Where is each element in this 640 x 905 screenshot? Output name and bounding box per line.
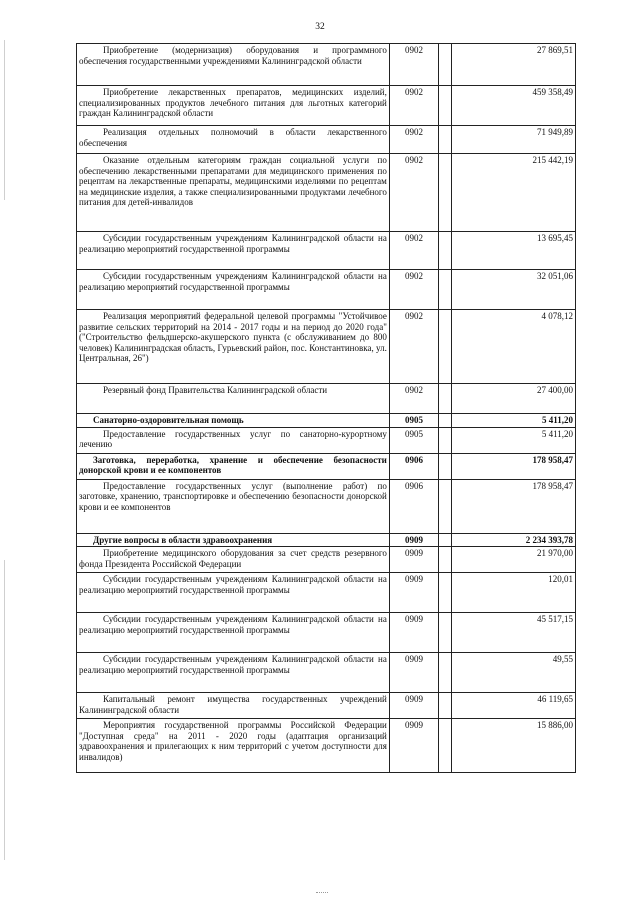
row-amount: 27 869,51: [452, 44, 576, 86]
table-row: [77, 547, 576, 573]
row-name: Субсидии государственным учреждениям Калининградской области на реализацию мероприятий государственной программы: [79, 233, 387, 254]
row-name: Приобретение лекарственных препаратов, медицинских изделий, специализированных продуктов лечебного питания для льготных категорий граждан Калининградской области: [79, 87, 387, 118]
row-name: Резервный фонд Правительства Калининградской области: [103, 385, 328, 395]
scan-edge-mark: [4, 40, 5, 200]
table-row: [77, 154, 576, 232]
table-row: [77, 427, 576, 453]
table-row: [77, 414, 576, 428]
row-code: 0909: [389, 653, 438, 693]
row-amount: 2 234 393,78: [452, 533, 576, 547]
row-amount: 120,01: [452, 573, 576, 613]
budget-table: [76, 43, 576, 773]
row-name: Реализация отдельных полномочий в области лекарственного обеспечения: [79, 127, 387, 148]
row-amount: 178 958,47: [452, 479, 576, 533]
row-code: 0909: [389, 573, 438, 613]
table-row: [77, 44, 576, 86]
scan-edge-mark: [4, 560, 5, 860]
table-row: [77, 310, 576, 384]
row-name: Капитальный ремонт имущества государственных учреждений Калининградской области: [79, 694, 387, 715]
row-amount: 459 358,49: [452, 86, 576, 126]
row-amount: 71 949,89: [452, 126, 576, 154]
table-row: [77, 693, 576, 719]
row-amount: 15 886,00: [452, 719, 576, 773]
table-row: [77, 453, 576, 479]
row-code: 0905: [389, 414, 438, 428]
row-amount: 178 958,47: [452, 453, 576, 479]
row-name: Субсидии государственным учреждениям Калининградской области на реализацию мероприятий государственной программы: [79, 614, 387, 635]
row-name: Приобретение (модернизация) оборудования и программного обеспечения государственными учреждениями Калининградской области: [79, 45, 387, 66]
scan-foot-mark: [316, 892, 328, 895]
row-name: Заготовка, переработка, хранение и обеспечение безопасности донорской крови и ее компонентов: [79, 454, 387, 475]
row-name: Субсидии государственным учреждениям Калининградской области на реализацию мероприятий государственной программы: [79, 654, 387, 675]
row-code: 0909: [389, 533, 438, 547]
row-amount: 27 400,00: [452, 384, 576, 414]
row-code: 0906: [389, 479, 438, 533]
row-name: Санаторно-оздоровительная помощь: [93, 415, 244, 425]
row-code: 0902: [389, 126, 438, 154]
row-amount: 5 411,20: [452, 427, 576, 453]
table-row: [77, 719, 576, 773]
row-code: 0902: [389, 86, 438, 126]
table-row: [77, 613, 576, 653]
table-row: [77, 479, 576, 533]
row-name: Субсидии государственным учреждениям Калининградской области на реализацию мероприятий государственной программы: [79, 271, 387, 292]
row-amount: 215 442,19: [452, 154, 576, 232]
row-code: 0909: [389, 719, 438, 773]
page-number: 32: [315, 22, 325, 32]
row-amount: 46 119,65: [452, 693, 576, 719]
table-row: [77, 232, 576, 270]
row-code: 0902: [389, 384, 438, 414]
row-code: 0902: [389, 154, 438, 232]
row-code: 0909: [389, 693, 438, 719]
row-amount: 32 051,06: [452, 270, 576, 310]
row-name: Субсидии государственным учреждениям Калининградской области на реализацию мероприятий государственной программы: [79, 574, 387, 595]
table-row: [77, 573, 576, 613]
row-name: Оказание отдельным категориям граждан социальной услуги по обеспечению лекарственными препаратами для медицинского применения по рецептам на лекарственные препараты, медицинскими изделиями по рецептам на медицинские изделия, а также специализированными продуктами лечебного питания для детей-инвалидов: [79, 155, 387, 207]
row-code: 0905: [389, 427, 438, 453]
row-name: Предоставление государственных услуг по санаторно-курортному лечению: [79, 428, 387, 449]
row-name: Реализация мероприятий федеральной целевой программы "Устойчивое развитие сельских территорий на 2014 - 2017 годы и на период до 2020 года" ("Строительство фельдшерско-акушерского пункта (с обслуживанием до 800 человек) Калининградская область, Гурьевский район, пос. Константиновка, ул. Центральная, 26"): [79, 311, 387, 363]
row-name: Другие вопросы в области здравоохранения: [93, 534, 273, 545]
row-code: 0909: [389, 547, 438, 573]
table-row: [77, 86, 576, 126]
row-code: 0906: [389, 453, 438, 479]
row-amount: 49,55: [452, 653, 576, 693]
row-name: Предоставление государственных услуг (выполнение работ) по заготовке, хранению, транспортировке и обеспечению безопасности донорской крови и ее компонентов: [79, 480, 387, 512]
table-row: [77, 653, 576, 693]
row-code: 0902: [389, 270, 438, 310]
table-row: [77, 270, 576, 310]
row-code: 0909: [389, 613, 438, 653]
table-row: [77, 533, 576, 547]
row-amount: 4 078,12: [452, 310, 576, 384]
row-code: 0902: [389, 232, 438, 270]
row-amount: 45 517,15: [452, 613, 576, 653]
row-code: 0902: [389, 310, 438, 384]
row-amount: 21 970,00: [452, 547, 576, 573]
row-name: Мероприятия государственной программы Российской Федерации "Доступная среда" на 2011 - 2020 годы (адаптация организаций здравоохранения и прилегающих к ним территорий с учетом доступности для инвалидов): [79, 720, 387, 762]
row-name: Приобретение медицинского оборудования за счет средств резервного фонда Президента Российской Федерации: [79, 548, 387, 569]
row-code: 0902: [389, 44, 438, 86]
table-row: [77, 384, 576, 414]
table-row: [77, 126, 576, 154]
row-amount: 13 695,45: [452, 232, 576, 270]
row-amount: 5 411,20: [452, 414, 576, 428]
